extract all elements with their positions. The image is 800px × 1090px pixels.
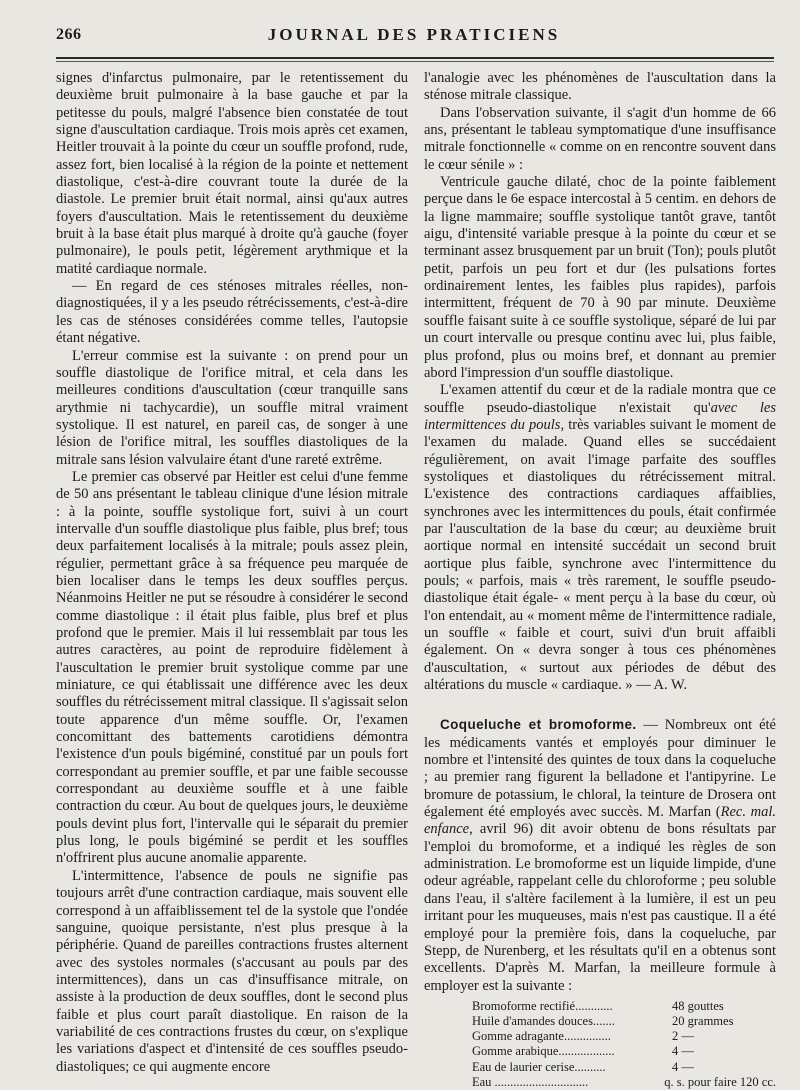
italic-phrase: avec les intermittences du pouls <box>424 399 776 433</box>
prescription-formula <box>472 999 776 1090</box>
paragraph: Ventricule gauche dilaté, choc de la pointe faiblement perçue dans le 6e espace intercostal à 5 centim. en dehors de la ligne mammaire; souffle systolique tantôt grave, tantôt aigu, d'intensité variable presque à la pointe du cœur et se terminant assez brusquement par un bruit (Ton); pouls plutôt petit, parfois un peu fort et dur (les pulsations fortes ordinairement lentes, les faibles plus rapides), parfois intermittent, fréquent de 70 à 90 par minute. Deuxième souffle faisant suite à ce souffle systolique, séparé de lui par un court intervalle ou presque continu avec lui, plus faible, plus profond, plus ou moins bref, et donnant au premier abord l'impression d'un souffle diastolique. <box>424 174 776 381</box>
page-header <box>56 22 772 50</box>
paragraph: Dans l'observation suivante, il s'agit d'un homme de 66 ans, présentant le tableau symptomatique d'une insuffisance mitrale fonctionnelle « comme on en rencontre souvent dans le cœur sénile » : <box>424 104 776 173</box>
formula-ingredient: Eau .............................. <box>472 1074 589 1089</box>
page-number: 266 <box>56 26 82 43</box>
left-column <box>56 70 408 1076</box>
formula-quantity: 4 — <box>672 1059 694 1074</box>
text-span: — Nombreux ont été les médicaments vantés et employés pour diminuer le nombre et l'intensité des quintes de toux dans la coqueluche ; au premier rang figurent la belladone et l'antipyrine. Le bromure de potassium, le chloral, la teinture de Drosera ont également été employés avec succès. M. Marfan ( <box>424 717 776 821</box>
formula-ingredient: Eau de laurier cerise.......... <box>472 1059 606 1074</box>
formula-quantity: 20 grammes <box>672 1014 734 1029</box>
paragraph: L'erreur commise est la suivante : on prend pour un souffle diastolique de l'orifice mitral, et cela dans les meilleures conditions d'auscultation (cœur tranquille sans arythmie ni tachycardie), un souffle mitral vraiment systolique. Il est naturel, en pareil cas, de songer à une lésion de l'orifice mitral, les souffles diastoliques de la mitrale sans lésion valvulaire étant d'une rareté extrême. <box>56 347 408 468</box>
paragraph <box>424 382 776 694</box>
formula-quantity: 48 gouttes <box>672 998 724 1013</box>
formula-ingredient: Gomme arabique.................. <box>472 1044 615 1059</box>
journal-reference: Rec. mal. enfance <box>424 804 776 838</box>
formula-row <box>472 999 776 1014</box>
journal-title: JOURNAL DES PRATICIENS <box>267 25 561 44</box>
formula-quantity: 4 — <box>672 1044 694 1059</box>
formula-quantity: 2 — <box>672 1029 694 1044</box>
formula-row <box>472 1029 776 1044</box>
formula-ingredient: Bromoforme rectifié............ <box>472 998 613 1013</box>
formula-row <box>472 1060 776 1075</box>
text-span: L'examen attentif du cœur et de la radiale montra que ce souffle pseudo-diastolique n'existait qu' <box>424 382 776 416</box>
header-rule-thin <box>56 61 774 62</box>
formula-row <box>472 1075 776 1090</box>
formula-ingredient: Gomme adragante............... <box>472 1029 611 1044</box>
header-rule <box>56 57 774 59</box>
paragraph: l'analogie avec les phénomènes de l'auscultation dans la sténose mitrale classique. <box>424 70 776 104</box>
formula-row <box>472 1044 776 1059</box>
paragraph: Le premier cas observé par Heitler est celui d'une femme de 50 ans présentant le tableau clinique d'une lésion mitrale : à la pointe, souffle systolique fort, suivi à un court intervalle d'un souffle diastolique plus faible, plus bref; tous deux parfaitement localisés à la mitrale; pouls assez plein, régulier, permettant grâce à sa fréquence peu marquée de bien localiser dans le temps les deux souffles perçus. Néanmoins Heitler ne put se résoudre à considérer le second comme diastolique : il était plus faible, plus bref et plus profond que le premier. Mais il lui ressemblait par tous les autres caractères, au point de reproduire fidèlement à l'auscultation le premier bruit systolique comme par une miniature, ce qui établissait une différence avec les deux souffles du rétrécissement mitral classique. Il s'agissait selon toute apparence d'un même souffle. Or, l'examen concomittant des battements carotidiens démontra l'existence d'un pouls bigéminé, constitué par un pouls fort correspondant au premier souffle, et par une faible secousse correspondant au deuxième souffle et à une faible contraction du cœur. Au bout de quelques jours, le deuxième pouls devint plus fort, l'intervalle qui le séparait du premier plus long, le pouls bigéminé se perdit et les souffles n'offrirent plus aucune anomalie apparente. <box>56 468 408 867</box>
formula-quantity: q. s. pour faire 120 cc. <box>664 1074 776 1089</box>
article-coqueluche <box>424 716 776 995</box>
text-span: , avril 96) dit avoir obtenu de bons résultats par l'emploi du bromoforme, et a indiqué les règles de son administration. Le bromoforme est un liquide limpide, d'une odeur agréable, rappelant celle du chloroforme ; peu soluble dans l'eau, il s'altère facilement à la lumière, il est un peu irritant pour les muqueuses, mais n'est pas caustique. Il a été employé pour la première fois, dans la coqueluche, par Stepp, de Nurenberg, et les résultats qu'il en a obtenus sont excellents. D'après M. Marfan, la meilleure formule à employer est la suivante : <box>424 821 776 994</box>
formula-ingredient: Huile d'amandes douces....... <box>472 1014 615 1029</box>
paragraph: signes d'infarctus pulmonaire, par le retentissement du deuxième bruit pulmonaire à la base gauche et par la petitesse du pouls, malgré l'absence bien constatée de tout signe d'auscultation cardiaque. Trois mois après cet examen, Heitler trouvait à la pointe du cœur un souffle profond, rude, assez fort, bien localisé à la région de la pointe et nettement diastolique, c'est-à-dire couvrant toute la durée de la diastole. Le premier bruit était normal, ainsi qu'aux autres foyers d'auscultation. Mais le retentissement du deuxième bruit à la base était plus marqué à droite qu'à gauche (foyer pulmonaire), le pouls petit, légèrement arythmique et la matité cardiaque normale. <box>56 70 408 277</box>
formula-row <box>472 1014 776 1029</box>
right-column <box>424 70 776 1090</box>
text-span: , très variables suivant le moment de l'examen du malade. Quand elles se succédaient régulièrement, on avait l'image parfaite des souffles systoliques et diastoliques du rétrécissement mitral. L'existence des contractions cardiaques affaiblies, synchrones avec les intermittences du pouls, était confirmée par l'auscultation de la base du cœur; au deuxième bruit aortique normal en intensité succédait un second bruit aortique plus faible, synchrone avec l'intermittence du pouls; « parfois, mais « très rarement, le souffle pseudo-diastolique était égale- « ment perçu à la base du cœur, où l'on entendait, au « moment même de l'intermittence radiale, un souffle « faible et court, suivi d'un bruit affaibli également. On « devra songer à tous ces phénomènes d'auscultation, « surtout aux périodes de début des altérations du muscle « cardiaque. » — A. W. <box>424 416 776 694</box>
paragraph: L'intermittence, l'absence de pouls ne signifie pas toujours arrêt d'une contraction cardiaque, mais souvent elle correspond à un affaiblissement tel de la systole que l'ondée sanguine, quoique persistante, n'est plus presque à la périphérie. Quand de pareilles contractions frustes alternent avec des systoles normales (s'accusant au pouls par des intermittences), dans un cas d'insuffisance mitrale, on assiste à la production de deux souffles, dont le second plus faible et plus court paraît diastolique. En raison de la variabilité de ces contractions frustes du cœur, on s'explique les variations d'aspect et d'intensité de ces souffles pseudo-diastoliques; ce qui augmente encore <box>56 867 408 1075</box>
section-title: Coqueluche et bromoforme. <box>440 717 637 733</box>
paragraph: — En regard de ces sténoses mitrales réelles, non-diagnostiquées, il y a les pseudo rétrécissements, c'est-à-dire les cas de sténoses considérées comme telles, l'autopsie étant négative. <box>56 278 408 347</box>
